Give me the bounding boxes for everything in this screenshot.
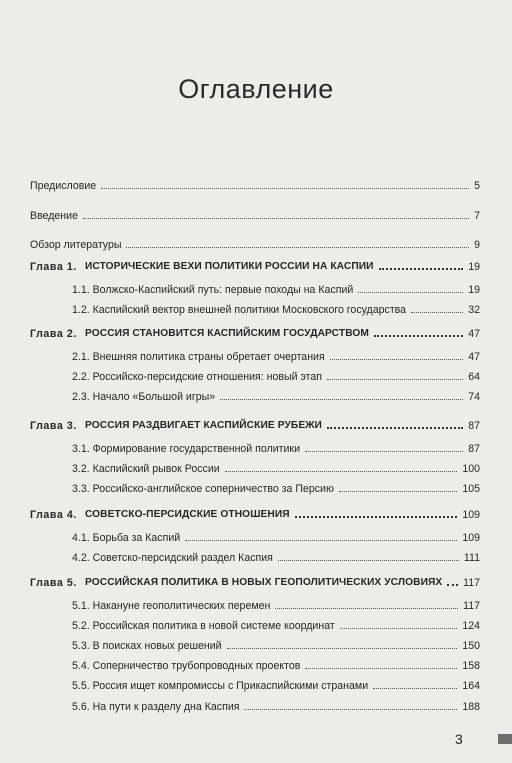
section-label: 2.2. Российско-персидские отношения: новый этап (72, 371, 323, 383)
toc-section-5-1[interactable] (72, 596, 480, 612)
toc-section-4-2[interactable] (72, 548, 480, 564)
toc-chapter-2[interactable] (30, 324, 480, 340)
chapter-number: Глава 2. (30, 328, 77, 340)
toc-section-4-1[interactable] (72, 528, 480, 544)
section-label: 4.2. Советско-персидский раздел Каспия (72, 552, 273, 564)
section-label: 5.4. Соперничество трубопроводных проектов (72, 660, 301, 672)
section-page: 87 (468, 443, 480, 455)
chapter-number: Глава 4. (30, 509, 77, 521)
leader-dots (339, 488, 457, 492)
leader-dots (411, 309, 463, 313)
chapter-number: Глава 5. (30, 577, 77, 589)
section-label: 5.3. В поисках новых решений (72, 640, 222, 652)
toc-section-2-1[interactable] (72, 347, 480, 363)
leader-dots (327, 376, 463, 380)
leader-dots (330, 356, 464, 360)
leader-dots (227, 645, 458, 649)
toc-section-5-5[interactable] (72, 676, 480, 692)
chapter-title: РОССИЯ СТАНОВИТСЯ КАСПИЙСКИМ ГОСУДАРСТВОМ (84, 328, 370, 339)
chapter-page: 47 (468, 328, 480, 340)
section-label: 2.3. Начало «Большой игры» (72, 391, 216, 403)
toc-section-3-1[interactable] (72, 439, 480, 455)
leader-dots (358, 289, 463, 293)
section-label: 5.6. На пути к разделу дна Каспия (72, 701, 240, 713)
section-label: 1.1. Волжско-Каспийский путь: первые походы на Каспий (72, 284, 354, 296)
chapter-number: Глава 1. (30, 261, 77, 273)
section-label: 2.1. Внешняя политика страны обретает очертания (72, 351, 325, 363)
section-page: 188 (462, 701, 480, 713)
toc-section-5-6[interactable] (72, 697, 480, 713)
section-page: 124 (462, 620, 480, 632)
toc-entry-label: Обзор литературы (30, 239, 122, 251)
toc-section-1-2[interactable] (72, 300, 480, 316)
toc-entry-preface[interactable] (30, 176, 480, 192)
leader-dots (126, 244, 469, 248)
toc-entry-page: 9 (474, 239, 480, 251)
chapter-page: 87 (468, 420, 480, 432)
section-label: 5.2. Российская политика в новой системе координат (72, 620, 335, 632)
leader-dots (295, 513, 458, 518)
toc-section-3-3[interactable] (72, 479, 480, 495)
toc-chapter-3[interactable] (30, 416, 480, 432)
chapter-title: СОВЕТСКО-ПЕРСИДСКИЕ ОТНОШЕНИЯ (84, 509, 290, 520)
chapter-page: 117 (463, 577, 480, 589)
section-page: 109 (462, 532, 480, 544)
section-page: 117 (463, 600, 480, 612)
chapter-title: РОССИЯ РАЗДВИГАЕТ КАСПИЙСКИЕ РУБЕЖИ (84, 420, 322, 431)
page-title: Оглавление (178, 74, 334, 105)
section-page: 164 (462, 680, 480, 692)
leader-dots (379, 265, 464, 270)
leader-dots (327, 424, 463, 429)
leader-dots (220, 396, 463, 400)
section-label: 5.5. Россия ищет компромиссы с Прикаспийскими странами (72, 680, 369, 692)
page-number: 3 (455, 731, 463, 747)
leader-dots (278, 557, 459, 561)
section-page: 100 (462, 463, 480, 475)
leader-dots (305, 665, 457, 669)
section-label: 4.1. Борьба за Каспий (72, 532, 181, 544)
toc-entry-introduction[interactable] (30, 206, 480, 222)
section-label: 5.1. Накануне геополитических перемен (72, 600, 271, 612)
chapter-page: 19 (468, 261, 480, 273)
toc-section-5-4[interactable] (72, 656, 480, 672)
toc-section-5-3[interactable] (72, 636, 480, 652)
leader-dots (447, 581, 458, 586)
toc-entry-page: 7 (474, 210, 480, 222)
chapter-page: 109 (462, 509, 480, 521)
toc-entry-label: Предисловие (30, 180, 97, 192)
section-label: 1.2. Каспийский вектор внешней политики Московского государства (72, 304, 407, 316)
toc-chapter-5[interactable] (30, 573, 480, 589)
toc-section-2-3[interactable] (72, 387, 480, 403)
leader-dots (275, 605, 458, 609)
leader-dots (225, 468, 458, 472)
leader-dots (374, 332, 463, 337)
page-edge-mark (498, 734, 512, 744)
leader-dots (185, 537, 457, 541)
toc-section-5-2[interactable] (72, 616, 480, 632)
toc-section-3-2[interactable] (72, 459, 480, 475)
section-page: 47 (468, 351, 480, 363)
leader-dots (101, 185, 469, 189)
toc-entry-label: Введение (30, 210, 78, 222)
toc-section-1-1[interactable] (72, 280, 480, 296)
toc-entry-page: 5 (474, 180, 480, 192)
section-page: 64 (468, 371, 480, 383)
toc-chapter-1[interactable] (30, 257, 480, 273)
leader-dots (373, 685, 457, 689)
leader-dots (83, 215, 469, 219)
section-page: 105 (462, 483, 480, 495)
section-page: 32 (468, 304, 480, 316)
toc-entry-literature-review[interactable] (30, 235, 480, 251)
section-label: 3.1. Формирование государственной политики (72, 443, 300, 455)
chapter-number: Глава 3. (30, 420, 77, 432)
section-label: 3.3. Российско-английское соперничество за Персию (72, 483, 334, 495)
toc-chapter-4[interactable] (30, 505, 480, 521)
section-page: 150 (462, 640, 480, 652)
section-page: 19 (468, 284, 480, 296)
section-page: 158 (462, 660, 480, 672)
leader-dots (305, 448, 463, 452)
leader-dots (244, 706, 457, 710)
chapter-title: РОССИЙСКАЯ ПОЛИТИКА В НОВЫХ ГЕОПОЛИТИЧЕСКИХ УСЛОВИЯХ (84, 577, 443, 588)
section-page: 74 (468, 391, 480, 403)
chapter-title: ИСТОРИЧЕСКИЕ ВЕХИ ПОЛИТИКИ РОССИИ НА КАСПИИ (84, 261, 374, 272)
toc-section-2-2[interactable] (72, 367, 480, 383)
section-label: 3.2. Каспийский рывок России (72, 463, 220, 475)
leader-dots (340, 625, 458, 629)
section-page: 111 (463, 552, 480, 564)
